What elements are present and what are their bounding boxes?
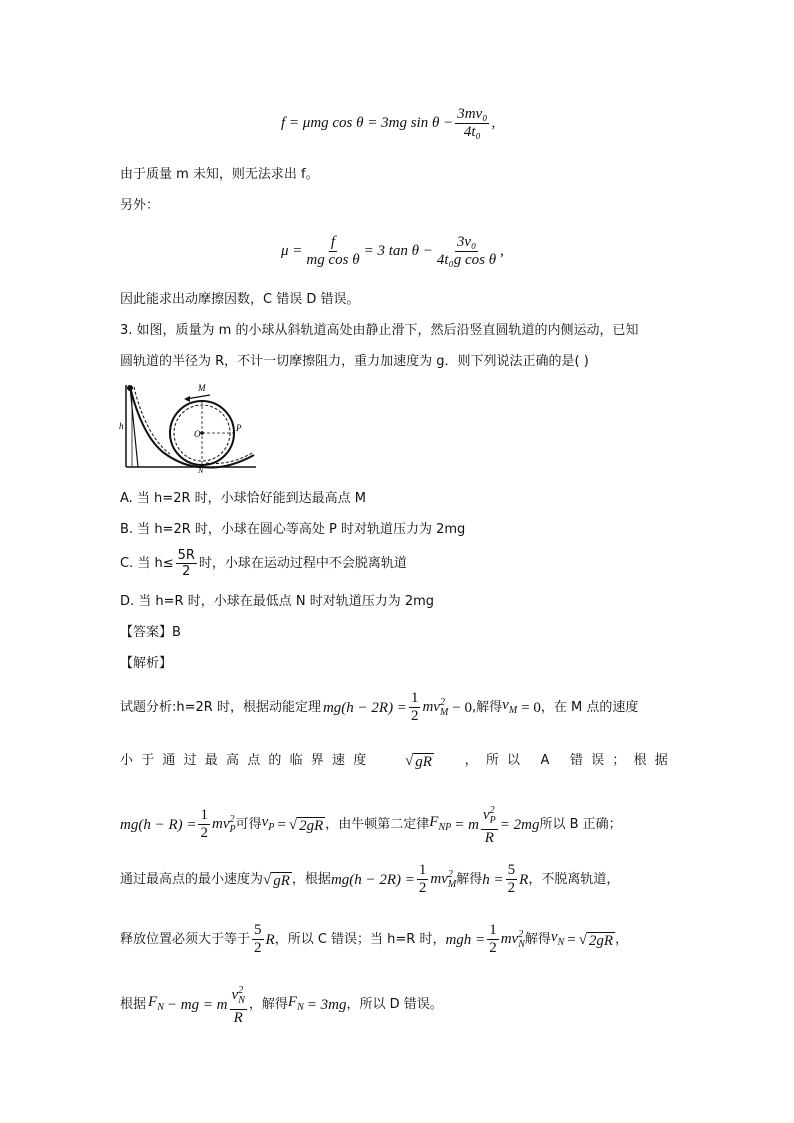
text-mass-unknown: 由于质量 m 未知，则无法求出 f。 — [120, 167, 319, 182]
fraction: $\frac{f}{\text{mg cos θ}}$ — [306, 234, 360, 268]
sqrt-expression: √ 2gR — [578, 931, 614, 949]
analysis-line-6: 根据 $F_N$ − mg = m $\frac{v^2_N}{R}$ ，解得 $F_N$ = 3mg ，所以 D 错误。 — [120, 982, 443, 1027]
option-a: A. 当 h=2R 时，小球恰好能到达最高点 M — [120, 491, 366, 506]
loop-track-figure — [118, 381, 258, 473]
fraction: $\frac{1}{2}$ — [418, 862, 427, 896]
figure-label-m: M — [198, 383, 206, 393]
answer-line — [120, 624, 181, 642]
fraction: $\frac{5}{2}$ — [254, 922, 262, 956]
question-line-2: 圆轨道的半径为 R，不计一切摩擦阻力，重力加速度为 g．则下列说法正确的是( ) — [120, 354, 589, 369]
figure-label-n: N — [198, 466, 204, 473]
figure-label-h: h — [119, 421, 124, 431]
fraction: $\frac{5}{2}$ — [507, 862, 516, 896]
text-also: 另外： — [120, 198, 160, 213]
analysis-line-1: 试题分析:h=2R 时，根据动能定理 mg(h − 2R) = $\frac{1}{2}$ $mv^2_M$ − 0 ,解得 $v_M$ = 0 ，在 M 点的速度 — [120, 690, 639, 724]
fraction: $\frac{\text{3mv₀}}{\text{4t₀}}$ — [457, 106, 488, 140]
fraction: $\frac{\text{3v₀}}{\text{4t₀g cos θ}}$ — [436, 234, 497, 268]
sqrt-expression: √ 2gR — [288, 816, 324, 834]
analysis-line-5: 释放位置必须大于等于 $\frac{5}{2}$ R ，所以 C 错误；当 h=R 时， mgh = $\frac{1}{2}$ $mv^2_N$ 解得 $v_N$ = √ 2gR ， — [120, 922, 629, 956]
option-d: D. 当 h=R 时，小球在最低点 N 时对轨道压力为 2mg — [120, 594, 435, 609]
equation-friction: f = μmg cos θ = 3mg sin θ − $\frac{\text{3mv₀}}{\text{4t₀}}$ , — [281, 106, 496, 140]
answer-label: 【答案】 — [120, 625, 173, 640]
fraction: $\frac{1}{2}$ — [489, 922, 497, 956]
option-c: C. 当 h≤ $\frac{5R}{2}$ 时，小球在运动过程中不会脱离轨道 — [120, 548, 407, 579]
sqrt-expression: √ gR — [263, 871, 290, 889]
equation-friction-lhs: f = μmg cos θ = 3mg sin θ − — [281, 115, 454, 131]
fraction: $\frac{1}{2}$ — [200, 807, 208, 841]
question-line-1: 3. 如图，质量为 m 的小球从斜轨道高处由静止滑下，然后沿竖直圆轨道的内侧运动，已知 — [120, 323, 639, 338]
analysis-line-3: mg(h − R) = $\frac{1}{2}$ $mv^2_P$ 可得 $v_P$ = √ 2gR ，由牛顿第二定律 $F_{NP}$ = m $\frac{v^2_P}{R}$ = 2mg 所以 B 正确； — [120, 802, 622, 847]
text-conclusion: 因此能求出动摩擦因数，C 错误 D 错误。 — [120, 292, 360, 307]
figure-label-o: O — [194, 429, 201, 439]
answer-value: B — [172, 625, 181, 640]
fraction: $\frac{v^2_P}{R}$ — [481, 802, 498, 847]
fraction: $\frac{5R}{2}$ — [177, 548, 195, 579]
fraction: $\frac{1}{2}$ — [410, 690, 419, 724]
analysis-line-2: 小于通过最高点的临界速度 √ gR ，所以 A 错误；根据 — [120, 753, 676, 770]
sqrt-expression: √ gR — [405, 753, 432, 770]
equation-mu: μ = $\frac{f}{\text{mg cos θ}}$ = 3 tan θ − $\frac{\text{3v₀}}{\text{4t₀g cos θ}}$ , — [281, 234, 504, 268]
analysis-line-4: 通过最高点的最小速度为 √ gR ，根据 mg(h − 2R) = $\frac{1}{2}$ $mv^2_M$ 解得 h = $\frac{5}{2}$ R ，不脱离轨道， — [120, 862, 620, 896]
option-b: B. 当 h=2R 时，小球在圆心等高处 P 时对轨道压力为 2mg — [120, 522, 466, 537]
figure-label-p: P — [236, 423, 242, 433]
fraction: $\frac{v^2_N}{R}$ — [230, 982, 247, 1027]
analysis-label: 【解析】 — [120, 656, 173, 671]
